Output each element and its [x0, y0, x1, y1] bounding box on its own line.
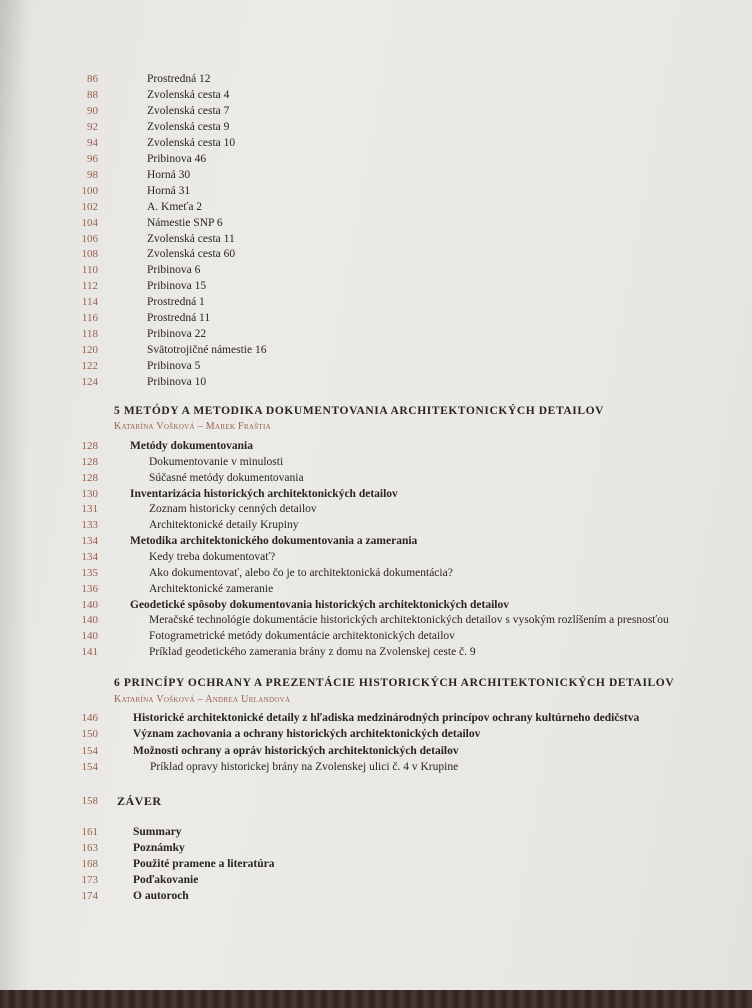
page-number: 86: [87, 73, 98, 85]
page-number: 150: [81, 728, 98, 741]
chapter-heading: 6 PRINCÍPY OCHRANY A PREZENTÁCIE HISTORICKÝCH ARCHITEKTONICKÝCH DETAILOV: [114, 677, 675, 689]
entry-title: Svätotrojičné námestie 16: [147, 344, 267, 357]
page-number: 104: [81, 216, 98, 229]
page-number: 128: [81, 471, 98, 484]
entry-title: Prostredná 1: [147, 296, 205, 309]
entry-title: Pribinova 10: [147, 376, 207, 389]
section-title: Poznámky: [133, 842, 185, 854]
page-number: 158: [81, 795, 98, 807]
page-number: 134: [81, 535, 98, 548]
page-number: 90: [87, 104, 98, 117]
subsection-title: Meračské technológie dokumentácie historických architektonických detailov s vysokým rozlíšením a presnosťou: [149, 614, 669, 627]
entry-title: Prostredná 12: [147, 73, 211, 85]
subsection-title: Súčasné metódy dokumentovania: [149, 471, 304, 484]
page-number: 112: [81, 280, 98, 293]
section-title: Historické architektonické detaily z hľadiska medzinárodných princípov ochrany kultúrneho dedičstva: [133, 712, 640, 724]
subsection-title: Architektonické zameranie: [149, 582, 274, 595]
page-number: 122: [81, 360, 98, 373]
page-number: 130: [81, 487, 98, 500]
page-number: 100: [81, 184, 98, 197]
subsection-title: Dokumentovanie v minulosti: [149, 455, 284, 468]
page-number: 106: [81, 232, 98, 245]
page-number: 174: [81, 890, 98, 902]
entry-title: Zvolenská cesta 10: [147, 136, 236, 149]
page-number: 140: [81, 598, 98, 611]
page-number: 128: [81, 440, 98, 452]
entry-title: Pribinova 5: [147, 360, 201, 373]
subsection-title: Zoznam historicky cenných detailov: [149, 503, 317, 516]
page-number: 124: [81, 376, 98, 389]
entry-title: Horná 31: [147, 184, 191, 197]
entry-title: Pribinova 46: [147, 152, 207, 165]
page-number: 134: [81, 550, 98, 563]
entry-title: Prostredná 11: [147, 312, 211, 325]
entry-title: Zvolenská cesta 7: [147, 104, 230, 117]
page-number: 140: [81, 614, 98, 627]
page-number: 120: [81, 344, 98, 357]
section-title: Význam zachovania a ochrany historických architektonických detailov: [133, 728, 481, 741]
page-number: 88: [87, 88, 98, 101]
chapter-authors: Katarína Vošková – Andrea Urlandová: [114, 694, 291, 705]
section-title: Inventarizácia historických architektonických detailov: [130, 487, 398, 500]
page-number: 154: [81, 760, 98, 773]
entry-title: Zvolenská cesta 9: [147, 120, 230, 133]
subsection-title: Architektonické detaily Krupiny: [149, 519, 299, 532]
page-number: 133: [81, 519, 98, 532]
page-number: 128: [81, 455, 98, 468]
section-title: Metodika architektonického dokumentovania a zamerania: [130, 535, 418, 548]
page-number: 118: [81, 328, 98, 341]
page-number: 96: [87, 152, 98, 165]
page-number: 146: [81, 712, 98, 724]
page-number: 154: [81, 744, 98, 757]
page-number: 98: [87, 168, 98, 181]
chapter-heading: 5 METÓDY A METODIKA DOKUMENTOVANIA ARCHITEKTONICKÝCH DETAILOV: [114, 405, 605, 417]
book-cover-edge: [0, 990, 752, 1008]
entry-title: Pribinova 15: [147, 280, 207, 293]
section-title: O autoroch: [133, 890, 189, 902]
entry-title: Pribinova 6: [147, 264, 201, 277]
page-number: 140: [81, 630, 98, 643]
page-number: 136: [81, 582, 98, 595]
chapter-title: ZÁVER: [117, 794, 162, 808]
entry-title: Horná 30: [147, 168, 191, 181]
entry-title: Námestie SNP 6: [147, 216, 223, 229]
entry-title: Pribinova 22: [147, 328, 207, 341]
subsection-title: Ako dokumentovať, alebo čo je to architektonická dokumentácia?: [149, 566, 453, 579]
page-number: 161: [81, 826, 98, 838]
subsection-title: Fotogrametrické metódy dokumentácie architektonických detailov: [149, 630, 455, 643]
entry-title: Zvolenská cesta 4: [147, 88, 230, 101]
section-title: Summary: [133, 826, 182, 838]
page-number: 141: [81, 646, 98, 659]
page-number: 108: [81, 248, 98, 261]
page-number: 168: [81, 858, 98, 870]
page-number: 173: [81, 874, 98, 886]
page-number: 116: [81, 312, 98, 325]
page-number: 110: [81, 264, 98, 277]
page-number: 92: [87, 120, 98, 133]
subsection-title: Príklad opravy historickej brány na Zvolenskej ulici č. 4 v Krupine: [150, 760, 459, 773]
section-title: Poďakovanie: [133, 874, 199, 886]
page-number: 94: [87, 136, 98, 149]
entry-title: Zvolenská cesta 11: [147, 232, 235, 245]
section-title: Geodetické spôsoby dokumentovania historických architektonických detailov: [130, 598, 509, 611]
page-number: 114: [81, 296, 98, 309]
section-title: Použité pramene a literatúra: [133, 858, 275, 870]
chapter-authors: Katarína Vošková – Marek Fraštia: [114, 421, 271, 432]
entry-title: A. Kmeťa 2: [147, 200, 203, 213]
page-number: 163: [81, 842, 98, 854]
subsection-title: Príklad geodetického zamerania brány z domu na Zvolenskej ceste č. 9: [149, 646, 476, 659]
section-title: Možnosti ochrany a opráv historických architektonických detailov: [133, 744, 459, 757]
page-gutter-shadow: [0, 0, 30, 990]
page-number: 131: [81, 503, 98, 516]
section-title: Metódy dokumentovania: [130, 440, 253, 452]
subsection-title: Kedy treba dokumentovať?: [149, 550, 276, 563]
page-number: 102: [81, 200, 98, 213]
entry-title: Zvolenská cesta 60: [147, 248, 236, 261]
page-number: 135: [81, 566, 98, 579]
